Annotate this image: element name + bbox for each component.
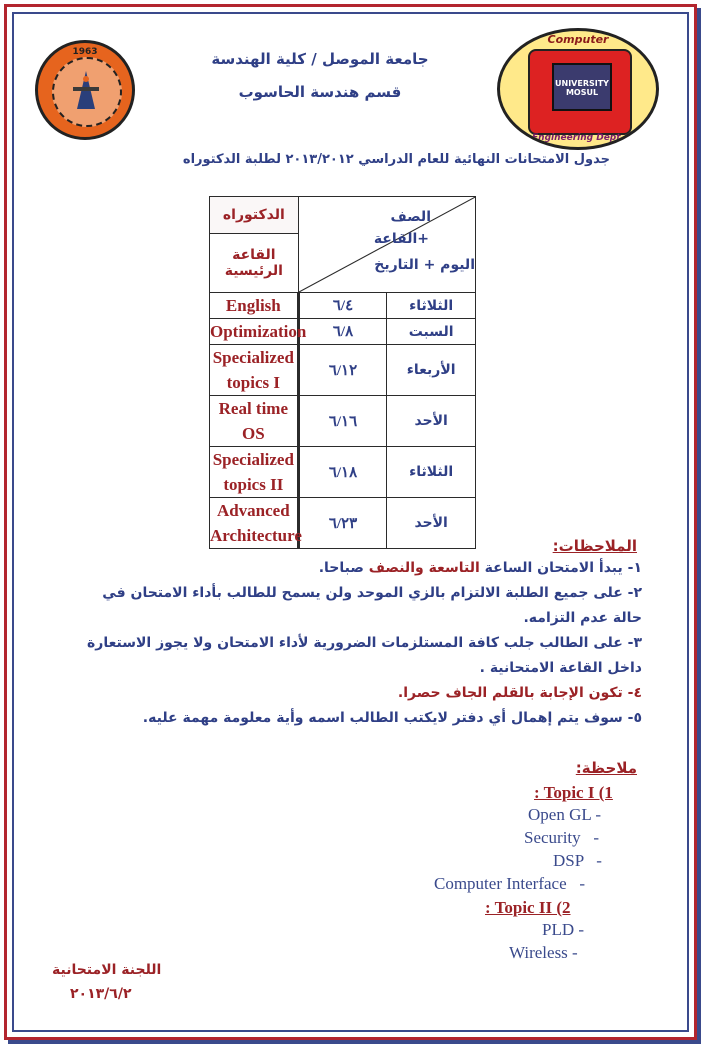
computer-icon bbox=[552, 63, 612, 111]
day-cell: السبت bbox=[387, 319, 476, 345]
note-item: ٢- على جميع الطلبة الالتزام بالزي الموحد ولن يسمح للطالب بأداء الامتحان في حالة عدم التزامه. bbox=[102, 585, 642, 626]
table-header-row bbox=[210, 197, 476, 234]
day-cell: الأحد bbox=[387, 498, 476, 549]
course-cell: Optimization bbox=[210, 319, 299, 345]
college-logo bbox=[35, 40, 135, 140]
course-cell: Specialized topics I bbox=[210, 345, 299, 396]
day-cell: الثلاثاء bbox=[387, 293, 476, 319]
note-item: ٣- على الطالب جلب كافة المستلزمات الضرورية لأداء الامتحان ولا يجوز الاستعارة داخل القاعة الامتحانية . bbox=[87, 635, 642, 676]
header-level: الدكتوراه bbox=[210, 197, 299, 234]
logo-bottom-text: Engineering Dept. bbox=[532, 133, 624, 143]
table-row bbox=[210, 498, 476, 549]
date-cell: ٦/١٢ bbox=[298, 345, 387, 396]
topic1-item: DSP - bbox=[553, 851, 602, 870]
diag-label-class: الصف bbox=[390, 209, 431, 225]
table-row bbox=[210, 293, 476, 319]
day-cell: الأحد bbox=[387, 396, 476, 447]
date-cell: ٦/١٦ bbox=[298, 396, 387, 447]
date-cell: ٦/٢٣ bbox=[298, 498, 387, 549]
note-highlight: التاسعة والنصف bbox=[368, 560, 480, 576]
course-cell: English bbox=[210, 293, 299, 319]
topics-note-title: ملاحظة: bbox=[575, 759, 637, 777]
exam-committee-label: اللجنة الامتحانية bbox=[52, 962, 162, 978]
logo-screen-text: UNIVERSITY MOSUL bbox=[555, 79, 609, 97]
table-row bbox=[210, 345, 476, 396]
tower-icon bbox=[71, 69, 101, 111]
department-logo bbox=[497, 28, 659, 150]
note-item: ١- يبدأ الامتحان الساعة التاسعة والنصف صباحا. bbox=[318, 560, 642, 576]
topic1-item: Computer Interface - bbox=[434, 874, 586, 893]
diag-label-hall: +القاعة bbox=[373, 231, 429, 247]
logo-year: 1963 bbox=[72, 47, 98, 57]
note-item: ٤- تكون الإجابة بالقلم الجاف حصرا. bbox=[397, 685, 642, 701]
date-cell: ٦/١٨ bbox=[298, 447, 387, 498]
course-cell: Advanced Architecture bbox=[210, 498, 299, 549]
department-title: قسم هندسة الحاسوب bbox=[238, 83, 402, 101]
exam-schedule-table bbox=[209, 196, 476, 549]
logo-top-text: Computer bbox=[547, 33, 609, 46]
date-cell: ٦/٤ bbox=[298, 293, 387, 319]
topic2-item: PLD - bbox=[542, 920, 585, 939]
day-cell: الأربعاء bbox=[387, 345, 476, 396]
day-cell: الثلاثاء bbox=[387, 447, 476, 498]
table-row bbox=[210, 447, 476, 498]
topic1-item: Security - bbox=[524, 828, 600, 847]
university-title: جامعة الموصل / كلية الهندسة bbox=[211, 50, 429, 68]
notes-title: الملاحظات: bbox=[552, 537, 637, 555]
course-cell: Real time OS bbox=[210, 396, 299, 447]
table-row bbox=[210, 319, 476, 345]
course-cell: Specialized topics II bbox=[210, 447, 299, 498]
diagonal-header-cell bbox=[298, 197, 475, 293]
schedule-subtitle: جدول الامتحانات النهائية للعام الدراسي ٢٠١٣/٢٠١٢ لطلبة الدكتوراه bbox=[182, 152, 610, 167]
topic2-heading: : Topic II (2 bbox=[485, 898, 571, 917]
date-cell: ٦/٨ bbox=[298, 319, 387, 345]
committee-date: ٢٠١٣/٦/٢ bbox=[70, 986, 132, 1002]
table-row bbox=[210, 396, 476, 447]
note-item: ٥- سوف يتم إهمال أي دفتر لايكتب الطالب اسمه وأية معلومة مهمة عليه. bbox=[142, 710, 642, 726]
diag-label-daydate: اليوم + التاريخ bbox=[374, 257, 475, 273]
topic1-heading: : Topic I (1 bbox=[534, 783, 613, 802]
topic1-item: Open GL - bbox=[528, 805, 602, 824]
notes-list bbox=[82, 556, 642, 731]
topic2-item: Wireless - bbox=[509, 943, 578, 962]
header-hall: القاعة الرئيسية bbox=[210, 234, 299, 293]
